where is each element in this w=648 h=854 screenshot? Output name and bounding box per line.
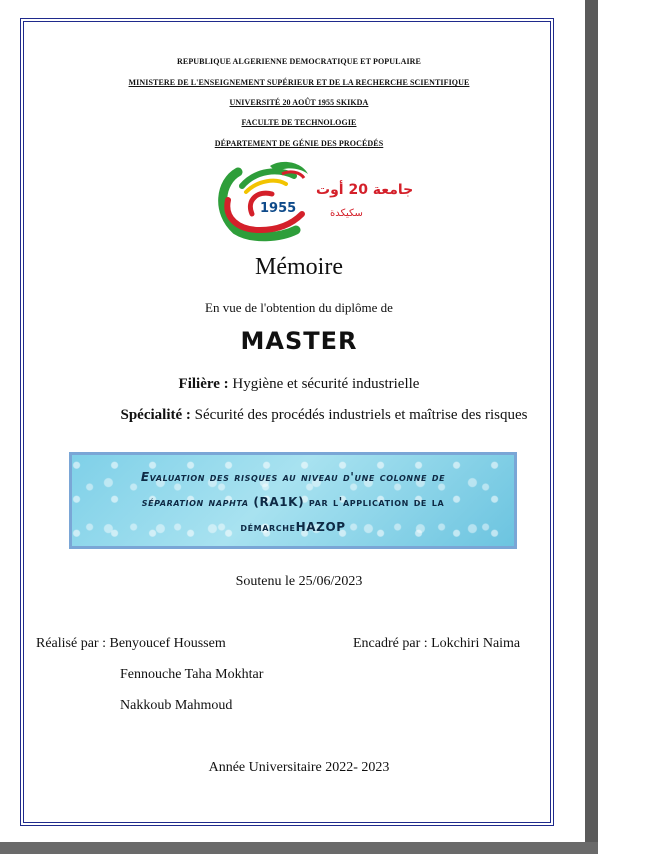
thesis-title-line3: démarcheHAZOP — [240, 520, 346, 534]
document-type: Mémoire — [255, 254, 343, 280]
page-shadow-bottom — [0, 842, 598, 854]
thesis-title-box — [69, 452, 517, 549]
thesis-title-line2-italic: séparation naphta — [141, 495, 249, 509]
defense-date: Soutenu le 25/06/2023 — [235, 574, 363, 589]
specialite-label: Spécialité : — [120, 407, 191, 423]
supervisor-name: Lokchiri Naima — [431, 636, 521, 651]
filiere-label: Filière : — [178, 376, 229, 392]
diploma-intro: En vue de l'obtention du diplôme de — [205, 300, 393, 315]
author-name: Benyoucef Houssem — [109, 636, 226, 651]
page-shadow-right — [585, 0, 598, 854]
logo-arabic-name: جامعة 20 أوت — [316, 182, 414, 198]
specialite-line — [0, 407, 648, 424]
academic-year: Année Universitaire 2022- 2023 — [208, 760, 390, 775]
degree-title: MASTER — [240, 327, 358, 355]
header-republic: REPUBLIQUE ALGERIENNE DEMOCRATIQUE ET POPULAIRE — [177, 57, 421, 66]
authors-label: Réalisé par : — [36, 636, 110, 651]
specialite-value: Sécurité des procédés industriels et maîtrise des risques — [190, 407, 528, 423]
university-logo — [212, 160, 414, 242]
thesis-title-line1: Evaluation des risques au niveau d'une colonne de — [140, 470, 446, 484]
thesis-title-line2-rest: (RA1K) par l'application de la — [248, 495, 445, 509]
filiere-value: Hygiène et sécurité industrielle — [228, 376, 420, 392]
thesis-title — [82, 465, 504, 540]
header-faculty: FACULTE DE TECHNOLOGIE — [241, 118, 357, 127]
thesis-title-line2 — [82, 490, 504, 515]
logo-arabic-city: سكيكدة — [330, 208, 363, 219]
logo-year: 1955 — [260, 201, 297, 216]
supervisor-label: Encadré par : — [353, 636, 432, 651]
header-department: DÉPARTEMENT DE GÉNIE DES PROCÉDÉS — [214, 139, 384, 148]
authors-first-line — [36, 636, 226, 652]
filiere-line — [0, 376, 598, 393]
author-name: Nakkoub Mahmoud — [120, 698, 233, 713]
header-ministry: MINISTERE DE L'ENSEIGNEMENT SUPÉRIEUR ET DE LA RECHERCHE SCIENTIFIQUE — [128, 78, 470, 87]
author-name: Fennouche Taha Mokhtar — [120, 667, 264, 682]
supervisor-line — [353, 636, 520, 652]
header-university: UNIVERSITÉ 20 AOÛT 1955 SKIKDA — [229, 98, 369, 107]
